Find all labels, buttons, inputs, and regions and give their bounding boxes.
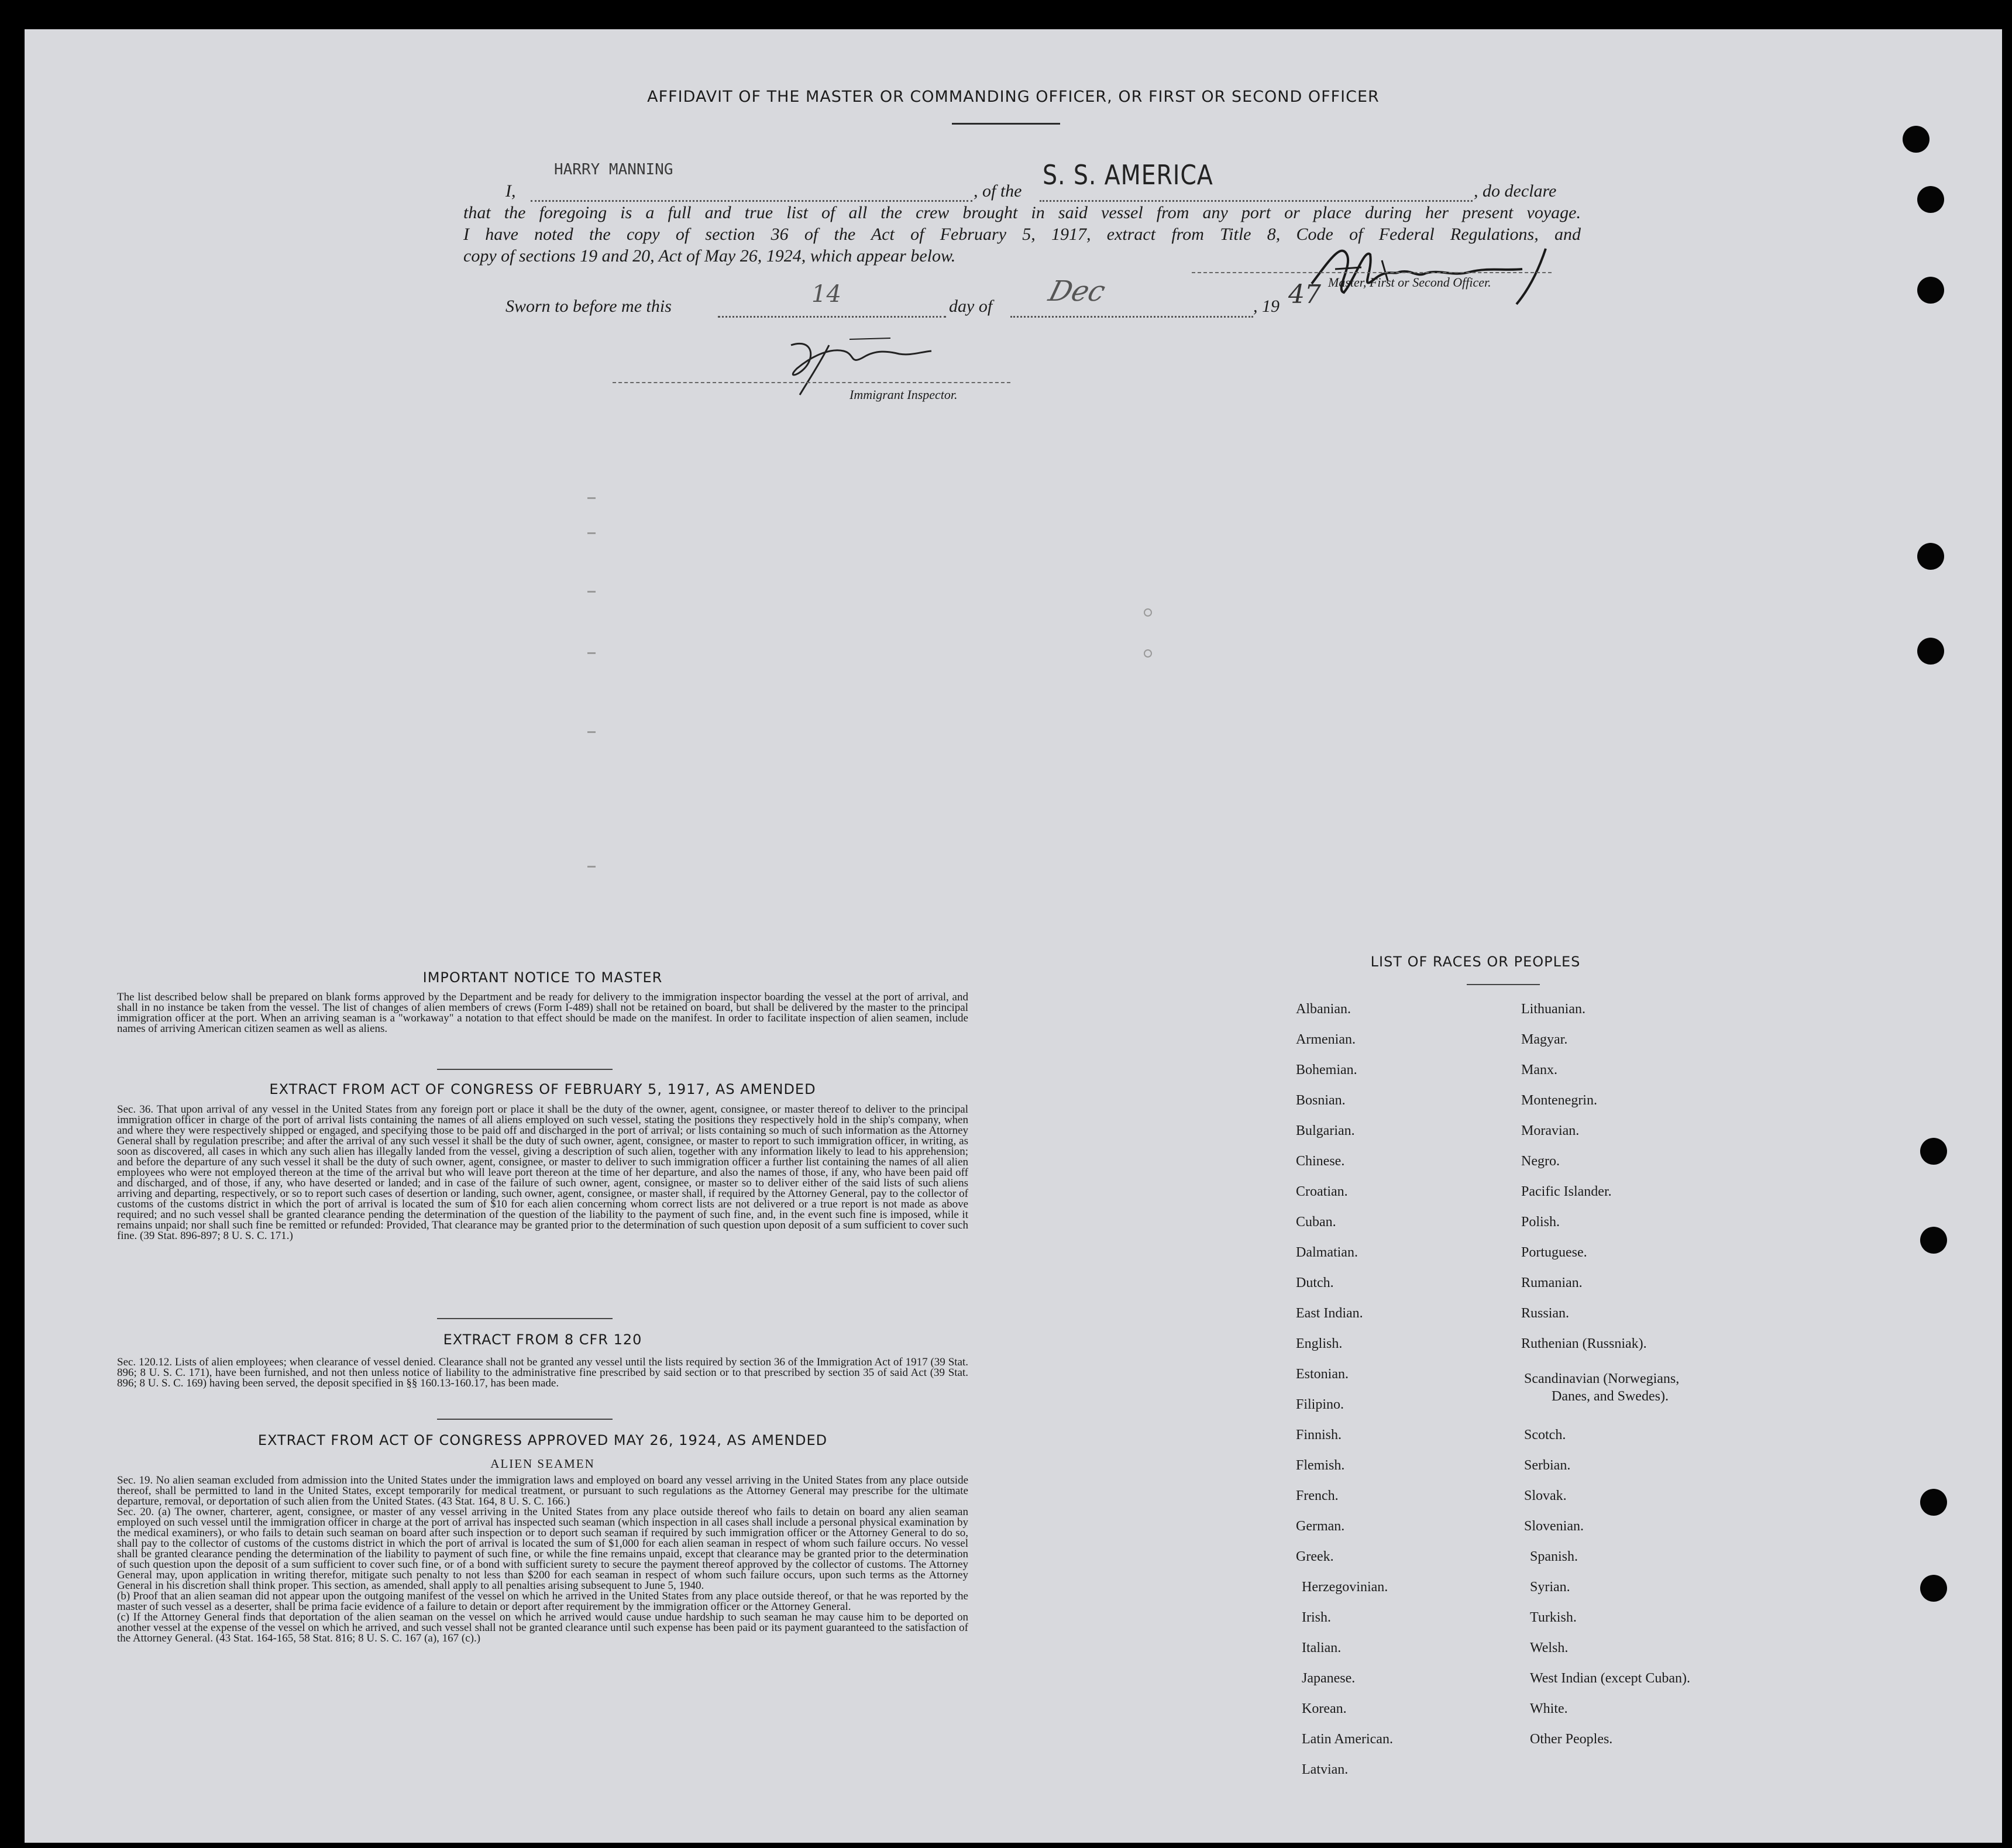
extract-1917-paragraph: Sec. 36. That upon arrival of any vessel in the United States from any foreign port or place it shall be the duty of the owner, agent, consignee, or master thereof to deliver to the principal immigration officer in charge of the port of arrival lists containing the names of all aliens employed on such vessel, stating the positions they respectively hold in the ship's company, when and where they were respectively shipped or engaged, and specifying those to be paid off and discharged in the port of arrival; or lists containing so much of such information as the Attorney General shall by regulation prescribe; and after the arrival of any such vessel it shall be the duty of such owner, agent, consignee, or master to report to such immigration officer, in writing, as soon as discovered, all cases in which any such alien has illegally landed from the vessel, giving a description of such alien, together with any information likely to lead to his apprehension; and before the departure of any such vessel it shall be the duty of such owner, agent, consignee, or master to deliver to such immigration officer a further list containing the names of all alien employees who were not employed thereon at the time of the arrival but who will leave port thereon at the time of her departure, and also the names of those, if any, who have been paid off and discharged, and of those, if any, who have deserted or landed; and in case of the failure of such owner, agent, consignee, or master so to deliver either of the said lists of such aliens arriving and departing, respectively, or so to report such cases of desertion or landing, such owner, agent, consignee, or master shall, if required by the Attorney General, pay to the collector of customs of the customs district in which the port of arrival is located the sum of $10 for each alien concerning whom correct lists are not delivered or a true report is not made as above required; and no such vessel shall be granted clearance pending the determination of the question of the liability to the payment of such fine, and, in the event such fine is imposed, while it remains unpaid; nor shall such fine be remitted or refunded: Provided, That clearance may be granted prior to the determination of such question upon deposit of a sum sufficient to cover such fine. (39 Stat. 896-897; 8 U. S. C. 171.)	[117, 1103, 968, 1242]
race-item: Finnish.	[1296, 1427, 1342, 1443]
sworn-day-line	[718, 316, 946, 318]
race-item: Latvian.	[1302, 1762, 1349, 1777]
margin-mark	[587, 497, 596, 499]
race-item: Slovak.	[1524, 1488, 1567, 1503]
race-item: Polish.	[1521, 1214, 1560, 1230]
binder-hole	[1917, 186, 1944, 213]
race-item: Albanian.	[1296, 1002, 1351, 1017]
sworn-label: Sworn to before me this	[505, 297, 672, 316]
title-divider	[952, 123, 1060, 125]
race-item: East Indian.	[1296, 1306, 1363, 1321]
race-item: Ruthenian (Russniak).	[1521, 1336, 1647, 1351]
master-signature	[1300, 237, 1581, 310]
binder-hole	[1917, 638, 1944, 665]
notice-heading: IMPORTANT NOTICE TO MASTER	[422, 969, 663, 986]
of-the-label: , of the	[974, 181, 1022, 201]
race-item: Latin American.	[1302, 1732, 1393, 1747]
race-item: Estonian.	[1296, 1367, 1349, 1382]
sec-20a-paragraph: Sec. 20. (a) The owner, charterer, agent, consignee, or master of any vessel arriving in the United States from any place outside thereof who fails to detain on board any alien seaman employed on such vessel until the immigration officer in charge at the port of arrival has inspected such seaman (which inspection in all cases shall include a personal physical examination by the medical examiners), or who fails to detain such seaman on board after such inspection or to deport such seaman if required by such immigration officer or the Attorney General to do so, shall pay to the collector of customs of the customs district in which the port of arrival is located the sum of $1,000 for each alien seaman in respect of whom such failure occurs. No vessel shall be granted clearance pending the determination of the liability to payment of such fine, or while the fine remains unpaid, except that clearance may be granted prior to the determination of such question upon the deposit of a sum sufficient to cover such fine, or of a bond with sufficient surety to secure the payment thereof approved by the collector of customs. The Attorney General may, upon application in writing therefor, mitigate such penalty to not less than $200 for each seaman in respect of whom such failure occurs, upon such terms as the Attorney General in his discretion shall think proper. This section, as amended, shall apply to all penalties arising subsequent to June 5, 1940.	[117, 1506, 968, 1592]
race-item: Cuban.	[1296, 1214, 1336, 1230]
race-item: Italian.	[1302, 1640, 1342, 1656]
binder-hole	[1920, 1575, 1947, 1602]
race-item: Bulgarian.	[1296, 1123, 1355, 1138]
binder-hole	[1917, 277, 1944, 304]
race-item: Greek.	[1296, 1549, 1334, 1564]
margin-circle	[1144, 608, 1152, 617]
race-item: Herzegovinian.	[1302, 1579, 1388, 1595]
race-item: Moravian.	[1521, 1123, 1580, 1138]
extract-cfr-paragraph: Sec. 120.12. Lists of alien employees; when clearance of vessel denied. Clearance shall not be granted any vessel until the lists required by section 36 of the Immigration Act of 1917 (39 Stat. 896; 8 U. S. C. 171), have been furnished, and not then unless notice of liability to the administrative fine prescribed by said section or to that prescribed by section 35 of said Act (39 Stat. 896; 8 U. S. C. 169) having been served, the deposit specified in §§ 160.13-160.17, has been made.	[117, 1356, 968, 1389]
race-item: Irish.	[1302, 1610, 1331, 1625]
race-item: Spanish.	[1530, 1549, 1578, 1564]
sworn-day: 14	[811, 281, 841, 308]
race-item: Filipino.	[1296, 1397, 1344, 1412]
race-item: White.	[1530, 1701, 1568, 1716]
margin-mark	[587, 532, 596, 534]
race-item: Flemish.	[1296, 1458, 1345, 1473]
race-item: Croatian.	[1296, 1184, 1348, 1199]
sworn-year: 47	[1288, 280, 1321, 309]
extract-1924-text	[117, 1475, 968, 1644]
sec-20c-paragraph: (c) If the Attorney General finds that deportation of the alien seaman on the vessel on which he arrived would cause undue hardship to such seaman he may cause him to be deported on another vessel at the expense of the vessel on which he arrived, and such vessel shall not be granted clearance until such expense has been paid or its payment guaranteed to the satisfaction of the Attorney General. (43 Stat. 164-165, 58 Stat. 816; 8 U. S. C. 167 (a), 167 (c).)	[117, 1611, 968, 1644]
race-item: Turkish.	[1530, 1610, 1577, 1625]
section-divider	[437, 1318, 613, 1319]
race-item: Bohemian.	[1296, 1062, 1357, 1078]
section-divider	[437, 1069, 613, 1070]
sworn-month: Dec	[1045, 275, 1109, 308]
declaration-line-3: I have noted the copy of section 36 of the Act of February 5, 1917, extract from Title 8, Code of Federal Regulations, and	[463, 225, 1581, 244]
margin-circle	[1144, 649, 1152, 658]
inspector-signature-line	[613, 382, 1010, 383]
race-item: Scandinavian (Norwegians,	[1524, 1371, 1680, 1386]
race-item: Slovenian.	[1524, 1519, 1584, 1534]
race-item: West Indian (except Cuban).	[1530, 1671, 1690, 1686]
declaration-line-4: copy of sections 19 and 20, Act of May 26, 1924, which appear below.	[463, 246, 956, 266]
race-item: Lithuanian.	[1521, 1002, 1585, 1017]
margin-mark	[587, 591, 596, 593]
race-item: Syrian.	[1530, 1579, 1570, 1595]
master-signature-label: Master, First or Second Officer.	[1328, 275, 1491, 290]
margin-mark	[587, 731, 596, 733]
declarant-prefix: I,	[505, 181, 516, 201]
day-of-label: day of	[949, 297, 993, 316]
race-item: Danes, and Swedes).	[1552, 1389, 1669, 1404]
master-name: HARRY MANNING	[554, 161, 673, 178]
race-item: Chinese.	[1296, 1154, 1345, 1169]
inspector-signature-label: Immigrant Inspector.	[849, 387, 958, 402]
race-item: Bosnian.	[1296, 1093, 1346, 1108]
extract-cfr-text	[117, 1357, 968, 1389]
extract-cfr-heading: EXTRACT FROM 8 CFR 120	[443, 1331, 642, 1348]
race-item: Japanese.	[1302, 1671, 1356, 1686]
race-item: Welsh.	[1530, 1640, 1569, 1656]
race-item: Magyar.	[1521, 1032, 1568, 1047]
binder-hole	[1920, 1489, 1947, 1516]
race-item: French.	[1296, 1488, 1339, 1503]
race-item: Negro.	[1521, 1154, 1560, 1169]
race-item: Rumanian.	[1521, 1275, 1583, 1290]
race-item: Armenian.	[1296, 1032, 1356, 1047]
notice-paragraph: The list described below shall be prepared on blank forms approved by the Department and be ready for delivery to the immigration inspector boarding the vessel at the port of arrival, and shall in no instance be taken from the vessel. The list of changes of alien members of crews (Form I-489) shall not be retained on board, but shall be delivered by the master to the principal immigration officer at the port. When an arriving seaman is a "workaway" a notation to that effect should be made on the manifest. In order to facilitate inspection of alien seamen, include names of arriving American citizen seamen as well as aliens.	[117, 991, 968, 1035]
margin-mark	[587, 866, 596, 868]
binder-hole	[1920, 1227, 1947, 1254]
race-item: Scotch.	[1524, 1427, 1566, 1443]
extract-1917-heading: EXTRACT FROM ACT OF CONGRESS OF FEBRUARY 5, 1917, AS AMENDED	[269, 1081, 816, 1097]
race-item: Korean.	[1302, 1701, 1347, 1716]
race-item: Manx.	[1521, 1062, 1557, 1078]
ship-name: S. S. AMERICA	[1043, 159, 1213, 191]
affidavit-title: AFFIDAVIT OF THE MASTER OR COMMANDING OFFICER, OR FIRST OR SECOND OFFICER	[647, 88, 1380, 106]
race-item: English.	[1296, 1336, 1343, 1351]
extract-1924-heading: EXTRACT FROM ACT OF CONGRESS APPROVED MAY 26, 1924, AS AMENDED	[257, 1432, 828, 1448]
notice-text	[117, 992, 968, 1034]
master-signature-line	[1192, 272, 1552, 273]
margin-mark	[587, 652, 596, 654]
sec-20b-paragraph: (b) Proof that an alien seaman did not appear upon the outgoing manifest of the vessel on which he arrived in the United States from any place outside thereof, or that he was reported by the master of such vessel as a deserter, shall be prima facie evidence of a failure to detain or deport after requirement by the immigration officer or the Attorney General.	[117, 1590, 968, 1613]
race-item: Dutch.	[1296, 1275, 1334, 1290]
sec-19-paragraph: Sec. 19. No alien seaman excluded from admission into the United States under the immigration laws and employed on board any vessel arriving in the United States from any place outside thereof, shall be permitted to land in the United States, except temporarily for medical treatment, or pursuant to such regulations as the Attorney General may prescribe for the ultimate departure, removal, or deportation of such alien from the United States. (43 Stat. 164, 8 U. S. C. 166.)	[117, 1474, 968, 1508]
alien-seamen-subheading: ALIEN SEAMEN	[490, 1457, 595, 1471]
binder-hole	[1920, 1138, 1947, 1165]
do-declare-label: , do declare	[1474, 181, 1557, 201]
declaration-line-2: that the foregoing is a full and true list of all the crew brought in said vessel from any port or place during her present voyage.	[463, 203, 1581, 222]
year-prefix: , 19	[1253, 297, 1280, 316]
race-item: Portuguese.	[1521, 1245, 1587, 1260]
binder-hole	[1917, 543, 1944, 570]
race-item: Pacific Islander.	[1521, 1184, 1612, 1199]
races-heading: LIST OF RACES OR PEOPLES	[1370, 954, 1581, 970]
races-divider	[1467, 984, 1540, 985]
race-item: Russian.	[1521, 1306, 1570, 1321]
binder-hole	[1903, 126, 1930, 153]
race-item: Serbian.	[1524, 1458, 1571, 1473]
race-item: Dalmatian.	[1296, 1245, 1358, 1260]
extract-1917-text	[117, 1104, 968, 1241]
section-divider	[437, 1419, 613, 1420]
sworn-month-line	[1010, 316, 1253, 318]
race-item: Montenegrin.	[1521, 1093, 1597, 1108]
race-item: Other Peoples.	[1530, 1732, 1613, 1747]
race-item: German.	[1296, 1519, 1345, 1534]
document-page	[25, 29, 2002, 1843]
